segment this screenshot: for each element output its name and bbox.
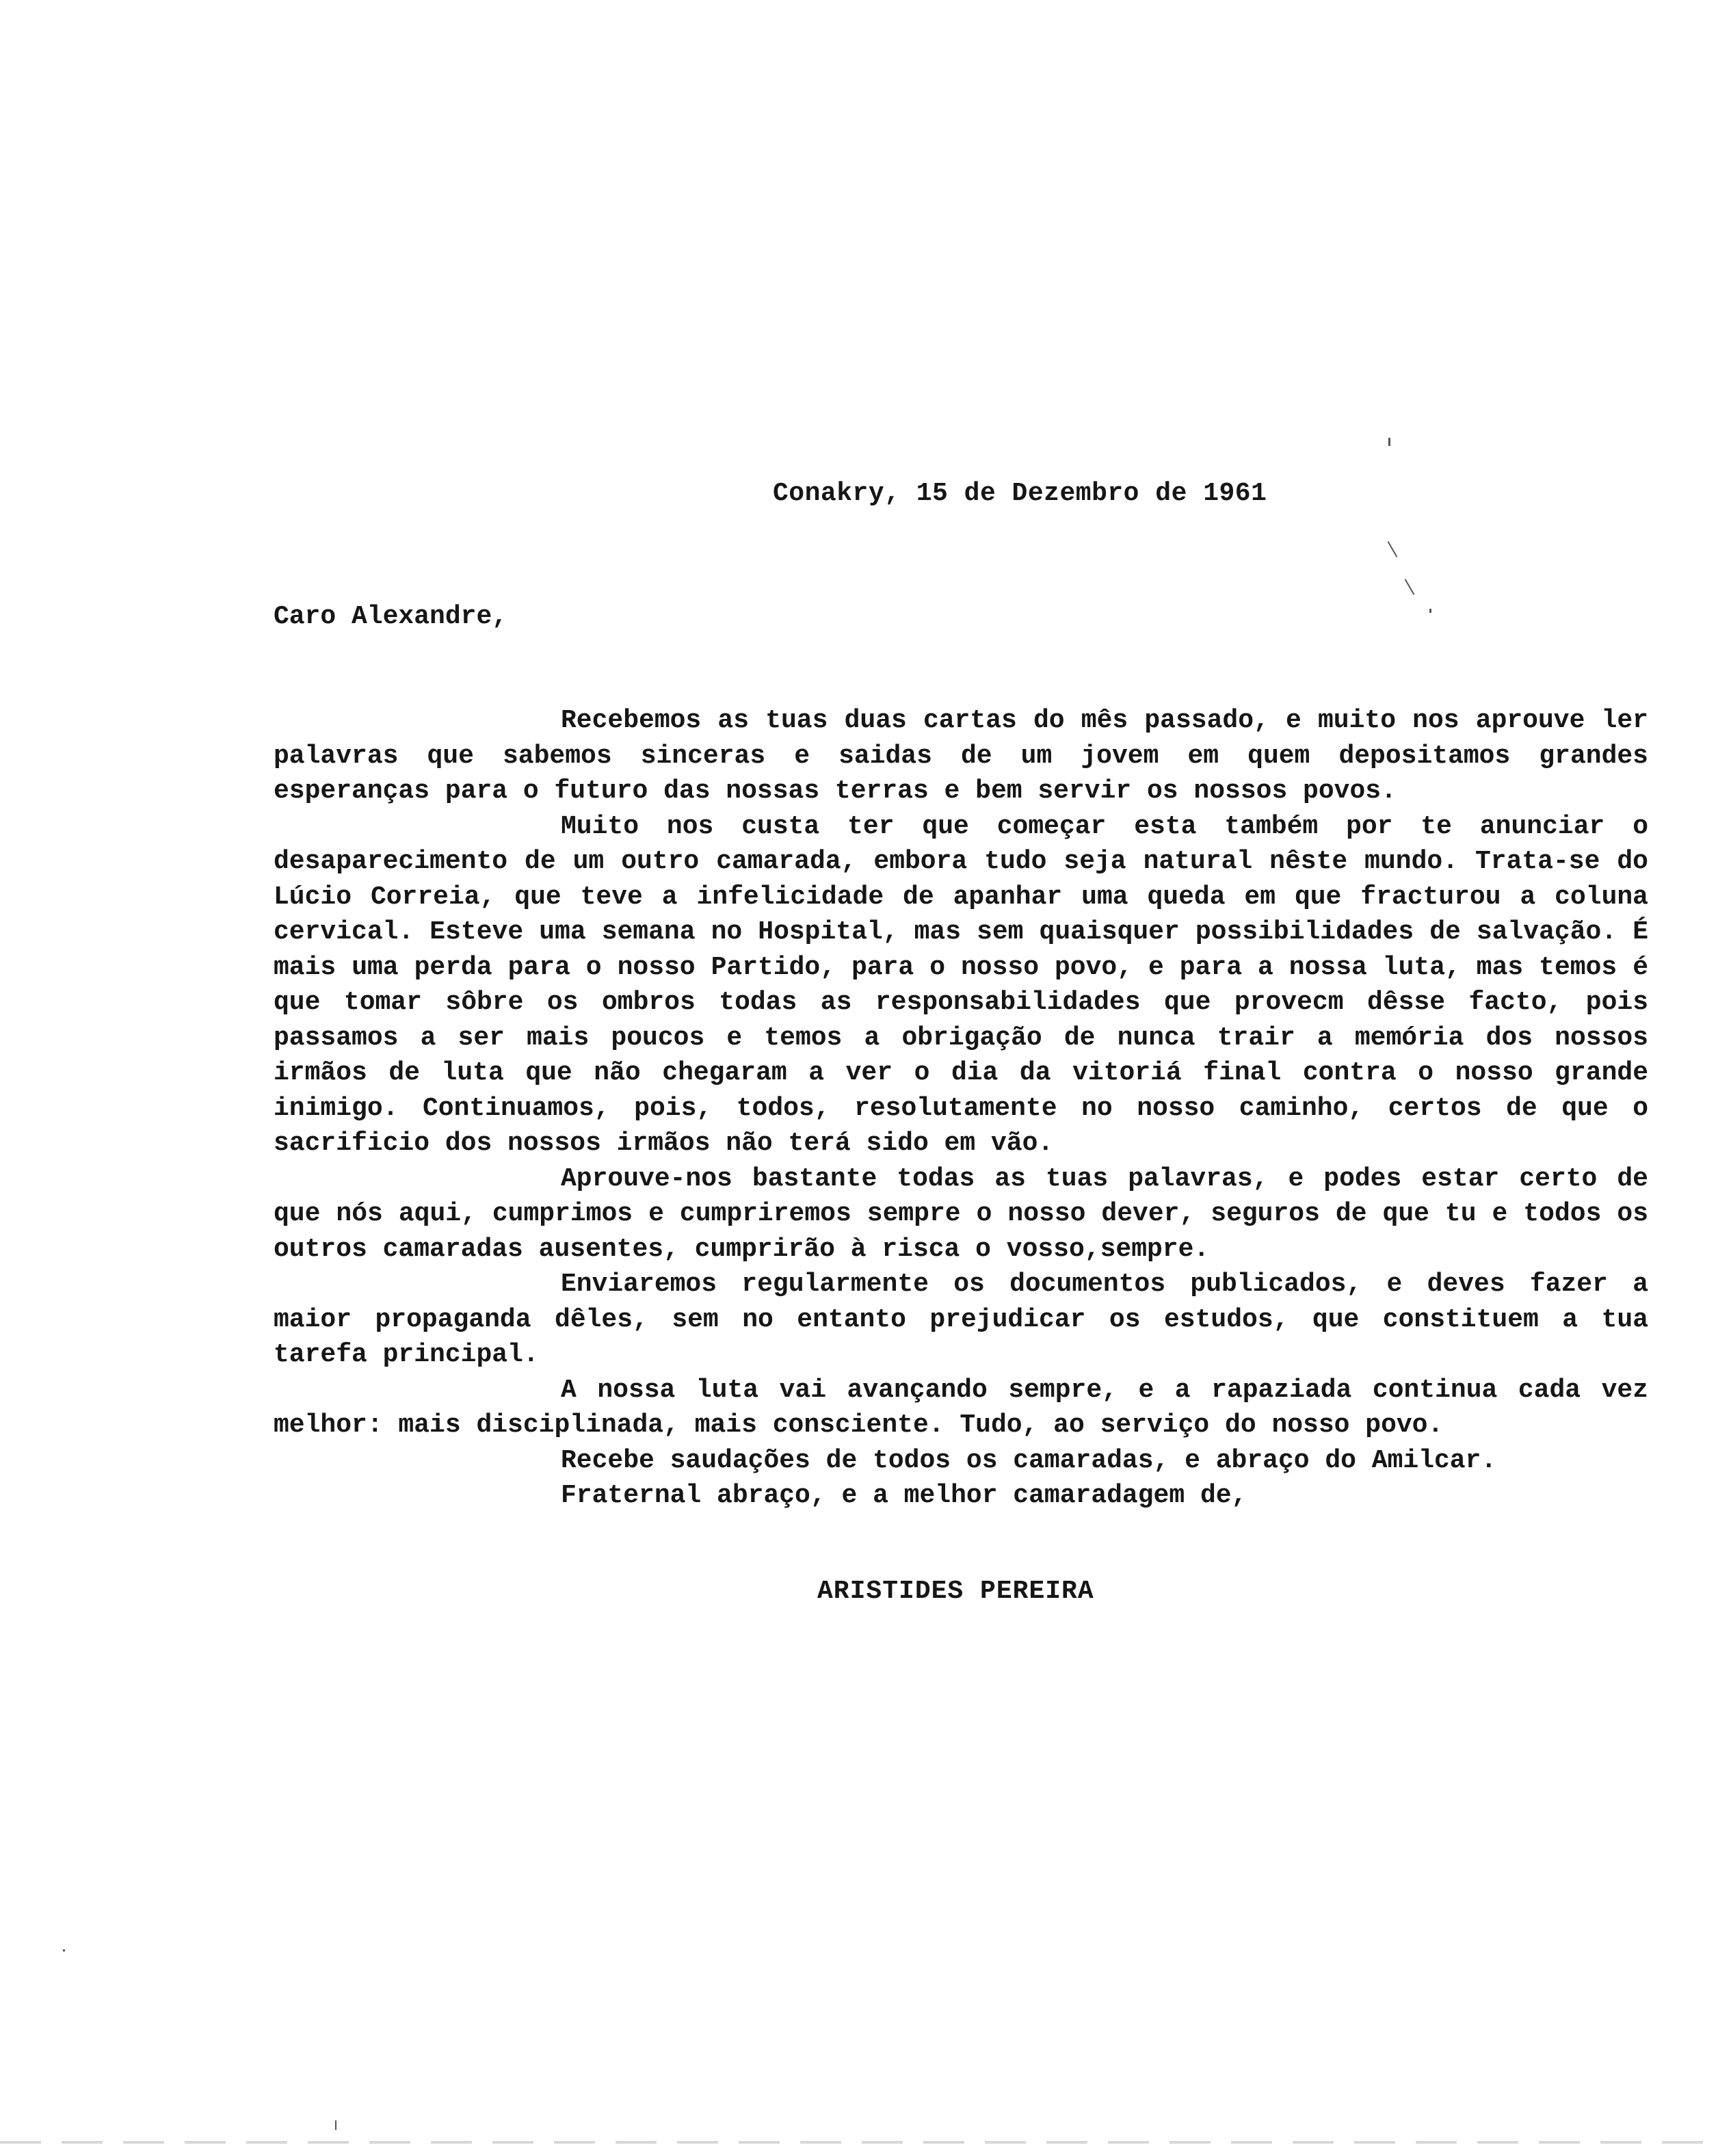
paragraph-1: Recebemos as tuas duas cartas do mês passado, e muito nos aprouve ler palavras que sabemos sinceras e saidas de um jovem em quem depositamos grandes esperanças para o futuro das nossas terras e bem servir os nossos povos. bbox=[274, 706, 1648, 806]
scan-speck bbox=[63, 1949, 65, 1951]
letter-salutation: Caro Alexandre, bbox=[274, 602, 508, 631]
letter-body bbox=[274, 703, 1648, 1514]
paragraph-6: Recebe saudações de todos os camaradas, e abraço do Amilcar. bbox=[561, 1445, 1497, 1475]
scan-speck bbox=[1388, 438, 1390, 446]
paragraph-2: Muito nos custa ter que começar esta também por te anunciar o desaparecimento de um outro camarada, embora tudo seja natural nêste mundo. Trata-se do Lúcio Correia, que teve a infelicidade de apanhar uma queda em que fracturou a coluna cervical. Esteve uma semana no Hospital, mas sem quaisquer possibilidades de salvação. É mais uma perda para o nosso Partido, para o nosso povo, e para a nossa luta, mas temos é que tomar sôbre os ombros todas as responsabilidades que provecm dêsse facto, pois passamos a ser mais poucos e temos a obrigação de nunca trair a memória dos nossos irmãos de luta que não chegaram a ver o dia da vitoriá final contra o nosso grande inimigo. Continuamos, pois, todos, resolutamente no nosso caminho, certos de que o sacrificio dos nossos irmãos não terá sido em vão. bbox=[274, 811, 1648, 1158]
paragraph-4: Enviaremos regularmente os documentos publicados, e deves fazer a maior propaganda dêles, sem no entanto prejudicar os estudos, que constituem a tua tarefa principal. bbox=[274, 1270, 1648, 1369]
scan-speck bbox=[1388, 541, 1398, 557]
paragraph-7: Fraternal abraço, e a melhor camaradagem de, bbox=[561, 1481, 1247, 1510]
paragraph-5: A nossa luta vai avançando sempre, e a rapaziada continua cada vez melhor: mais disciplinada, mais consciente. Tudo, ao serviço do nosso povo. bbox=[274, 1375, 1648, 1440]
scan-speck bbox=[1405, 579, 1415, 595]
letter-signature: ARISTIDES PEREIRA bbox=[817, 1577, 1094, 1606]
paragraph-3: Aprouve-nos bastante todas as tuas palavras, e podes estar certo de que nós aqui, cumprimos e cumpriremos sempre o nosso dever, seguros de que tu e todos os outros camaradas ausentes, cumprirão à risca o vosso,sempre. bbox=[274, 1164, 1648, 1264]
scan-speck bbox=[1429, 609, 1431, 613]
scan-bottom-edge bbox=[0, 2141, 1718, 2144]
letter-dateline: Conakry, 15 de Dezembro de 1961 bbox=[773, 479, 1267, 508]
scan-speck bbox=[335, 2120, 336, 2130]
